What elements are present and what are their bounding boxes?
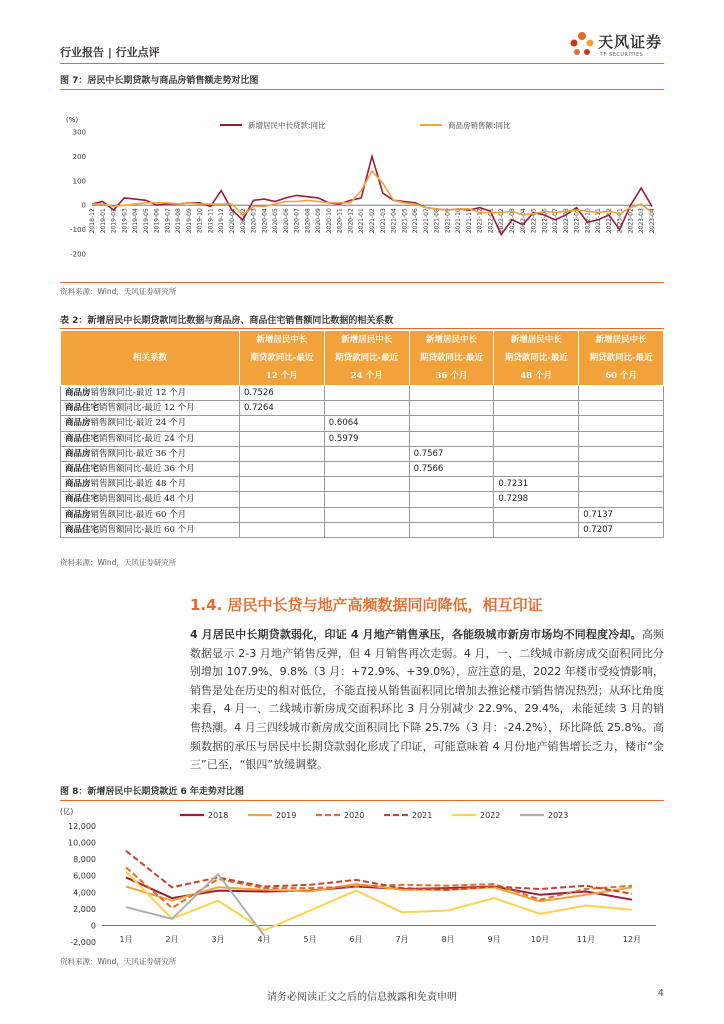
x-tick-label: 2022-10 [584, 208, 592, 234]
table-header-line: 48 个月 [520, 371, 553, 381]
table-cell [324, 477, 409, 492]
table-cell [240, 477, 325, 492]
table-cell [324, 401, 409, 416]
table-row-label [61, 522, 240, 537]
table-cell [240, 522, 325, 537]
table-row [61, 477, 664, 492]
table-header-line: 期贷款同比-最近 [250, 353, 314, 363]
table-header-line: 新增居民中长 [425, 335, 477, 345]
x-tick-label: 11月 [576, 935, 596, 944]
logo-en: TF SECURITIES [600, 52, 644, 58]
y-tick-label: 12,000 [68, 822, 96, 831]
y-tick-label: 200 [72, 152, 86, 161]
x-tick-label: 2022-03 [509, 208, 516, 234]
x-tick-label: 2018-12 [89, 208, 96, 234]
x-tick-label: 2020-04 [261, 208, 269, 234]
y-axis-unit: (%) [66, 116, 79, 124]
row-label-bold: 商品房 [65, 448, 91, 459]
table-cell [409, 416, 494, 431]
fig8-rule [60, 800, 664, 801]
row-label-rest: 销售额同比-最近 12 个月 [90, 388, 187, 399]
x-tick-label: 2021-08 [433, 208, 441, 234]
table-cell [494, 386, 579, 401]
table-cell: 0.7566 [409, 461, 494, 476]
y-tick-label: 2,000 [73, 904, 96, 914]
report-type: 行业报告 | 行业点评 [60, 46, 160, 59]
x-tick-label: 6月 [349, 935, 363, 944]
x-tick-label: 2月 [165, 935, 179, 944]
table-cell [409, 386, 494, 401]
table-cell [240, 492, 325, 507]
y-tick-label: 6,000 [73, 871, 96, 881]
row-label-bold: 商品房 [65, 418, 91, 429]
x-tick-label: 2020-11 [336, 208, 344, 234]
table-cell [494, 401, 579, 416]
x-tick-label: 2021-11 [465, 208, 473, 234]
table-row-label [61, 461, 240, 476]
legend-label: 2021 [412, 811, 433, 820]
fig7-title: 图 7：居民中长期贷款与商品房销售额走势对比图 [60, 76, 259, 86]
row-label-rest: 销售额同比-最近 60 个月 [99, 524, 195, 535]
row-label-rest: 销售额同比-最近 24 个月 [99, 433, 195, 444]
fig8-title: 图 8：新增居民中长期贷款近 6 年走势对比图 [60, 787, 244, 797]
table-header-col [494, 331, 579, 386]
page-number: 4 [657, 988, 664, 999]
table-cell: 0.6064 [324, 416, 409, 431]
section-paragraph [190, 626, 664, 775]
table-row-label [61, 492, 240, 507]
table-cell [240, 416, 325, 431]
table-cell [409, 507, 494, 522]
table-row-label [61, 386, 240, 401]
row-label-rest: 销售额同比-最近 24 个月 [90, 418, 187, 429]
y-tick-label: -2,000 [70, 938, 96, 947]
table-cell: 0.7231 [494, 477, 579, 492]
table-row [61, 431, 664, 446]
table-cell [324, 507, 409, 522]
x-tick-label: 2020-03 [250, 208, 258, 234]
table-row-label [61, 401, 240, 416]
table-cell [324, 386, 409, 401]
y-tick-label: 10,000 [68, 838, 96, 848]
logo-cn: 天风证券 [598, 33, 663, 51]
fig7-source-rule [60, 282, 664, 283]
legend-label: 商品房销售额:同比 [448, 121, 511, 130]
table2-source: 资料来源：Wind，天风证券研究所 [60, 558, 177, 567]
table-row [61, 522, 664, 537]
x-tick-label: 2020-07 [293, 208, 301, 234]
table-cell [324, 446, 409, 461]
x-tick-label: 2019-07 [164, 208, 172, 234]
x-tick-label: 2021-05 [401, 208, 409, 234]
x-tick-label: 2019-04 [132, 208, 140, 234]
table-cell [240, 446, 325, 461]
x-tick-label: 3月 [211, 935, 225, 944]
x-tick-label: 2019-02 [110, 208, 118, 234]
table-cell [579, 401, 664, 416]
table-cell [494, 416, 579, 431]
section-title: 1.4. 居民中长贷与地产高频数据同向降低，相互印证 [190, 596, 543, 614]
table-row-label [61, 446, 240, 461]
fig8-chart [60, 804, 664, 952]
table-header-line: 新增居民中长 [510, 335, 562, 345]
table-cell [324, 522, 409, 537]
table-cell [494, 461, 579, 476]
footer-disclaimer: 请务必阅读正文之后的信息披露和免责申明 [267, 992, 457, 1003]
table-row [61, 507, 664, 522]
table-header-col [240, 331, 325, 386]
table-header-label: 相关系数 [61, 331, 240, 386]
row-label-bold: 商品住宅 [65, 433, 100, 444]
row-label-rest: 销售额同比-最近 36 个月 [99, 464, 195, 475]
table2-rule [60, 328, 664, 329]
table-header-col [324, 331, 409, 386]
table-cell [409, 431, 494, 446]
x-tick-label: 2021-12 [476, 208, 484, 234]
x-tick-label: 2022-09 [573, 208, 581, 234]
x-tick-label: 2019-08 [175, 208, 183, 234]
x-tick-label: 2022-08 [562, 208, 570, 234]
x-tick-label: 2020-02 [239, 208, 247, 234]
table-cell: 0.7526 [240, 386, 325, 401]
x-tick-label: 2022-05 [530, 208, 538, 234]
x-tick-label: 2022-01 [487, 208, 495, 234]
table-header-line: 期贷款同比-最近 [589, 353, 653, 363]
table-cell [494, 522, 579, 537]
table-header-col [579, 331, 664, 386]
table-cell: 0.7264 [240, 401, 325, 416]
table-cell: 0.7298 [494, 492, 579, 507]
x-tick-label: 2023-04 [649, 208, 656, 234]
table-header-col [409, 331, 494, 386]
table-header-line: 新增居民中长 [256, 335, 308, 345]
x-tick-label: 2020-12 [347, 208, 355, 234]
table-cell [494, 507, 579, 522]
x-tick-label: 2022-11 [595, 208, 603, 234]
x-tick-label: 12月 [622, 935, 642, 944]
table-row [61, 401, 664, 416]
x-tick-label: 2019-09 [185, 208, 193, 234]
table-cell [579, 431, 664, 446]
table-cell [409, 477, 494, 492]
table-header-line: 期贷款同比-最近 [335, 353, 399, 363]
row-label-rest: 销售额同比-最近 60 个月 [90, 509, 187, 520]
x-tick-label: 2020-08 [304, 208, 312, 234]
table-cell [240, 431, 325, 446]
x-tick-label: 2021-02 [369, 208, 376, 234]
table-cell [240, 507, 325, 522]
table-cell: 0.5979 [324, 431, 409, 446]
table-cell [409, 522, 494, 537]
x-tick-label: 5月 [303, 935, 317, 944]
table-row [61, 416, 664, 431]
row-label-rest: 销售额同比-最近 12 个月 [99, 403, 195, 414]
table-header-line: 新增居民中长 [595, 335, 647, 345]
row-label-bold: 商品住宅 [65, 524, 100, 535]
fig7-source: 资料来源：Wind，天风证券研究所 [60, 287, 177, 296]
x-tick-label: 2019-10 [196, 208, 204, 234]
table-cell [494, 431, 579, 446]
x-tick-label: 7月 [395, 935, 409, 944]
x-tick-label: 2020-09 [315, 208, 323, 234]
table-header-line: 24 个月 [350, 371, 383, 381]
table-cell [409, 401, 494, 416]
x-tick-label: 2020-10 [325, 208, 333, 234]
x-tick-label: 2020-01 [229, 208, 236, 234]
table2-title: 表 2：新增居民中长期贷款同比数据与商品房、商品住宅销售额同比数据的相关系数 [60, 316, 394, 326]
table-cell [324, 492, 409, 507]
table-row-label [61, 431, 240, 446]
table-header-line: 12 个月 [266, 371, 298, 381]
table-cell: 0.7567 [409, 446, 494, 461]
table-header-line: 36 个月 [435, 371, 468, 381]
row-label-rest: 销售额同比-最近 48 个月 [99, 494, 195, 505]
x-tick-label: 2019-01 [99, 208, 107, 234]
y-tick-label: 4,000 [73, 888, 96, 898]
x-tick-label: 2022-06 [541, 208, 549, 234]
x-tick-label: 2019-03 [121, 208, 129, 234]
x-tick-label: 2022-12 [605, 208, 613, 234]
x-tick-label: 2021-01 [358, 208, 366, 234]
x-tick-label: 2019-11 [207, 208, 215, 234]
row-label-bold: 商品住宅 [65, 403, 100, 414]
table-row [61, 461, 664, 476]
correlation-table [60, 330, 664, 538]
table-row-label [61, 416, 240, 431]
x-tick-label: 2019-06 [153, 208, 161, 234]
table-row-label [61, 507, 240, 522]
table-row [61, 492, 664, 507]
row-label-rest: 销售额同比-最近 48 个月 [90, 479, 187, 490]
x-tick-label: 2019-05 [142, 208, 150, 234]
y-tick-label: 0 [90, 921, 96, 931]
table-cell [240, 461, 325, 476]
legend-label: 2019 [276, 811, 297, 820]
x-tick-label: 4月 [257, 935, 271, 944]
table-row [61, 386, 664, 401]
table-header-line: 60 个月 [605, 371, 637, 381]
fig8-source: 资料来源：Wind，天风证券研究所 [60, 957, 177, 966]
legend-label: 2020 [344, 811, 365, 820]
table-cell [579, 461, 664, 476]
table-cell: 0.7137 [579, 507, 664, 522]
row-label-bold: 商品房 [65, 479, 91, 490]
x-tick-label: 2020-05 [272, 208, 280, 234]
row-label-bold: 商品房 [65, 388, 91, 399]
fig7-rule [60, 89, 664, 90]
table-header-line: 新增居民中长 [341, 335, 393, 345]
y-tick-label: 8,000 [73, 855, 96, 865]
x-tick-label: 2021-09 [444, 208, 452, 234]
x-tick-label: 10月 [530, 935, 550, 944]
x-tick-label: 2022-07 [552, 208, 560, 234]
table-cell [409, 492, 494, 507]
x-tick-label: 2021-04 [390, 208, 398, 234]
legend-label: 2023 [548, 811, 569, 820]
x-tick-label: 2023-02 [627, 208, 635, 234]
y-tick-label: 0 [81, 201, 86, 210]
table-cell [494, 446, 579, 461]
table-cell: 0.7207 [579, 522, 664, 537]
table-header-line: 期贷款同比-最近 [504, 353, 568, 363]
paragraph-body: 高频数据显示 2-3 月地产销售反弹，但 4 月销售再次走弱。4 月，一、二线城市新房成交面积同比分别增加 107.9%、9.8%（3 月：+72.9%、+39.0%），应注意的是，2022 年楼市受疫情影响，销售是处在历史的相对低位，不能直接从销售面积同比增加去推论楼市销售情况热烈；从环比角度来看，4 月一、二线城市新房成交面积环比 3 月分别减少 22.9%、29.4%，未能延续 3 月的销售热潮。4 月三四线城市新房成交面积同比下降 25.7%（3 月：-24.2%），环比降低 25.8%。高频数据的承压与居民中长期贷款弱化形成了印证，可能意味着 4 月份地产销售增长乏力，楼市“金三”已至，“银四”放缓调整。 [190, 628, 664, 772]
table-row-label [61, 477, 240, 492]
table-cell [579, 492, 664, 507]
row-label-bold: 商品住宅 [65, 464, 100, 475]
series-line [126, 872, 632, 931]
row-label-rest: 销售额同比-最近 36 个月 [90, 448, 187, 459]
x-tick-label: 9月 [487, 935, 501, 944]
x-tick-label: 2023-03 [638, 208, 646, 234]
table-cell [579, 386, 664, 401]
y-tick-label: -200 [70, 250, 86, 259]
header-rule [60, 63, 664, 64]
x-tick-label: 2019-12 [218, 208, 226, 234]
x-tick-label: 2021-10 [455, 208, 463, 234]
x-tick-label: 2020-06 [282, 208, 290, 234]
fig7-chart [60, 94, 664, 280]
x-tick-label: 2022-04 [519, 208, 527, 234]
paragraph-lead: 4 月居民中长期贷款弱化，印证 4 月地产销售承压，各能级城市新房市场均不同程度冷却。 [190, 628, 642, 641]
x-tick-label: 2023-01 [616, 208, 624, 234]
row-label-bold: 商品房 [65, 509, 91, 520]
y-tick-label: -100 [70, 226, 86, 235]
row-label-bold: 商品住宅 [65, 494, 100, 505]
x-tick-label: 1月 [119, 935, 133, 944]
table-cell [579, 446, 664, 461]
x-tick-label: 2022-02 [498, 208, 506, 234]
table-cell [579, 416, 664, 431]
table-header-line: 期贷款同比-最近 [419, 353, 483, 363]
x-tick-label: 8月 [441, 935, 455, 944]
x-tick-label: 2021-06 [412, 208, 420, 234]
table-header-row [61, 331, 664, 386]
legend-label: 2018 [208, 811, 229, 820]
x-tick-label: 2021-07 [422, 208, 430, 234]
table-row [61, 446, 664, 461]
y-tick-label: 300 [72, 128, 86, 137]
y-tick-label: 100 [72, 177, 86, 186]
table-cell [579, 477, 664, 492]
legend-label: 新增居民中长贷款:同比 [248, 121, 326, 130]
legend-label: 2022 [480, 811, 501, 820]
table-cell [324, 461, 409, 476]
y-axis-unit: (亿) [60, 807, 74, 816]
x-tick-label: 2021-03 [379, 208, 387, 234]
